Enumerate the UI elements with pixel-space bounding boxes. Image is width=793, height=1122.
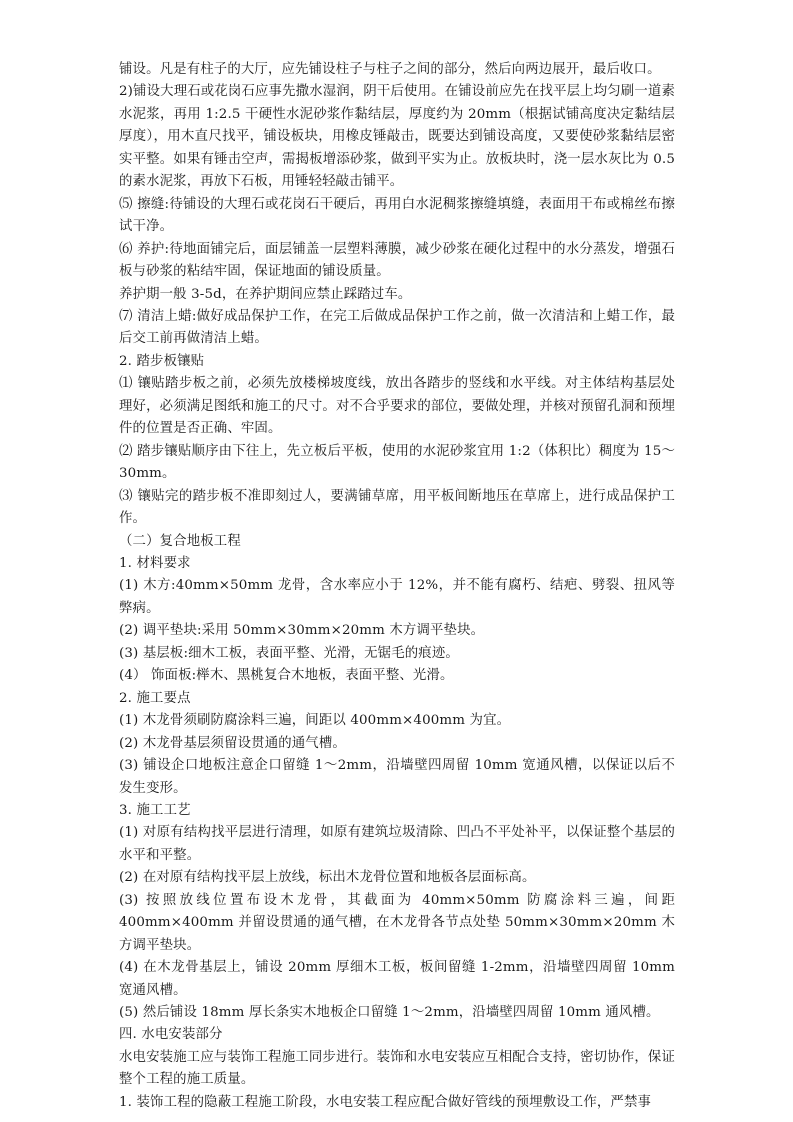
paragraph: 铺设。凡是有柱子的大厅，应先铺设柱子与柱子之间的部分，然后向两边展开，最后收口。 (119, 62, 661, 77)
section-heading: 1. 材料要求 (119, 555, 191, 571)
section-heading: 3. 施工工艺 (119, 802, 191, 818)
list-item: (4） 饰面板:榉木、黑桃复合木地板，表面平整、光滑。 (119, 668, 454, 684)
section-heading: 2. 施工要点 (119, 690, 191, 706)
section-heading: 四. 水电安装部分 (119, 1027, 223, 1043)
paragraph: ⑴ 镶贴踏步板之前，必须先放楼梯坡度线，放出各踏步的竖线和水平线。对主体结构基层处理好，必须满足图纸和施工的尺寸。对不合乎要求的部位，要做处理，并核对预留孔洞和预埋件的位置是否正确、牢固。 (119, 376, 675, 437)
list-item: (3) 按照放线位置布设木龙骨，其截面为 40mm×50mm 防腐涂料三遍，间距 400mm×400mm 并留设贯通的通气槽，在木龙骨各节点处垫 50mm×30mm×20mm 木方调平垫块。 (119, 892, 675, 953)
paragraph: 2)铺设大理石或花岗石应事先撒水湿润，阴干后使用。在铺设前应先在找平层上均匀刷一道素水泥浆，再用 1:2.5 干硬性水泥砂浆作黏结层，厚度约为 20mm（根据试铺高度决定黏结层厚度），用木直尺找平，铺设板块，用橡皮锤敲击，既要达到铺设高度，又要使砂浆黏结层密实平整。如果有锤击空声，需揭板增添砂浆，做到平实为止。放板块时，浇一层水灰比为 0.5 的素水泥浆，再放下石板，用锤轻轻敲击铺平。 (119, 84, 675, 190)
paragraph: ⑺ 清洁上蜡:做好成品保护工作，在完工后做成品保护工作之前，做一次清洁和上蜡工作，最后交工前再做清洁上蜡。 (119, 308, 675, 347)
paragraph: 1. 装饰工程的隐蔽工程施工阶段，水电安装工程应配合做好管线的预埋敷设工作，严禁事 (119, 1094, 652, 1110)
paragraph: ⑵ 踏步镶贴顺序由下往上，先立板后平板，使用的水泥砂浆宜用 1:2（体积比）稠度为 15～30mm。 (119, 443, 675, 482)
list-item: (1) 木方:40mm×50mm 龙骨，含水率应小于 12%，并不能有腐朽、结疤、劈裂、扭风等弊病。 (119, 578, 675, 616)
section-heading: 2. 踏步板镶贴 (119, 353, 205, 369)
list-item: (4) 在木龙骨基层上，铺设 20mm 厚细木工板，板间留缝 1-2mm，沿墙壁四周留 10mm 宽通风槽。 (119, 960, 675, 998)
list-item: (3) 铺设企口地板注意企口留缝 1～2mm，沿墙壁四周留 10mm 宽通风槽，以保证以后不发生变形。 (119, 758, 675, 796)
list-item: (2) 调平垫块:采用 50mm×30mm×20mm 木方调平垫块。 (119, 623, 485, 639)
list-item: (2) 在对原有结构找平层上放线，标出木龙骨位置和地板各层面标高。 (119, 870, 536, 886)
paragraph: 养护期一般 3-5d，在养护期间应禁止踩踏过车。 (119, 286, 412, 302)
paragraph: ⑸ 擦缝:待铺设的大理石或花岗石干硬后，再用白水泥稠浆擦缝填缝，表面用干布或棉丝布擦试干净。 (119, 196, 675, 235)
list-item: (5) 然后铺设 18mm 厚长条实木地板企口留缝 1～2mm，沿墙壁四周留 10mm 通风槽。 (119, 1005, 660, 1021)
list-item: (3) 基层板:细木工板，表面平整、光滑，无锯毛的痕迹。 (119, 645, 459, 661)
list-item: (2) 木龙骨基层须留设贯通的通气槽。 (119, 735, 346, 751)
section-heading: （二）复合地板工程 (119, 533, 241, 549)
list-item: (1) 木龙骨须刷防腐涂料三遍，间距以 400mm×400mm 为宜。 (119, 713, 511, 729)
paragraph: 水电安装施工应与装饰工程施工同步进行。装饰和水电安装应互相配合支持，密切协作，保证整个工程的施工质量。 (119, 1049, 675, 1088)
list-item: (1) 对原有结构找平层进行清理，如原有建筑垃圾清除、凹凸不平处补平，以保证整个基层的水平和平整。 (119, 825, 675, 863)
paragraph: ⑶ 镶贴完的踏步板不准即刻过人，要满铺草席，用平板间断地压在草席上，进行成品保护工作。 (119, 488, 675, 527)
paragraph: ⑹ 养护:待地面铺完后，面层铺盖一层塑料薄膜，减少砂浆在硬化过程中的水分蒸发，增强石板与砂浆的粘结牢固，保证地面的铺设质量。 (119, 241, 675, 280)
